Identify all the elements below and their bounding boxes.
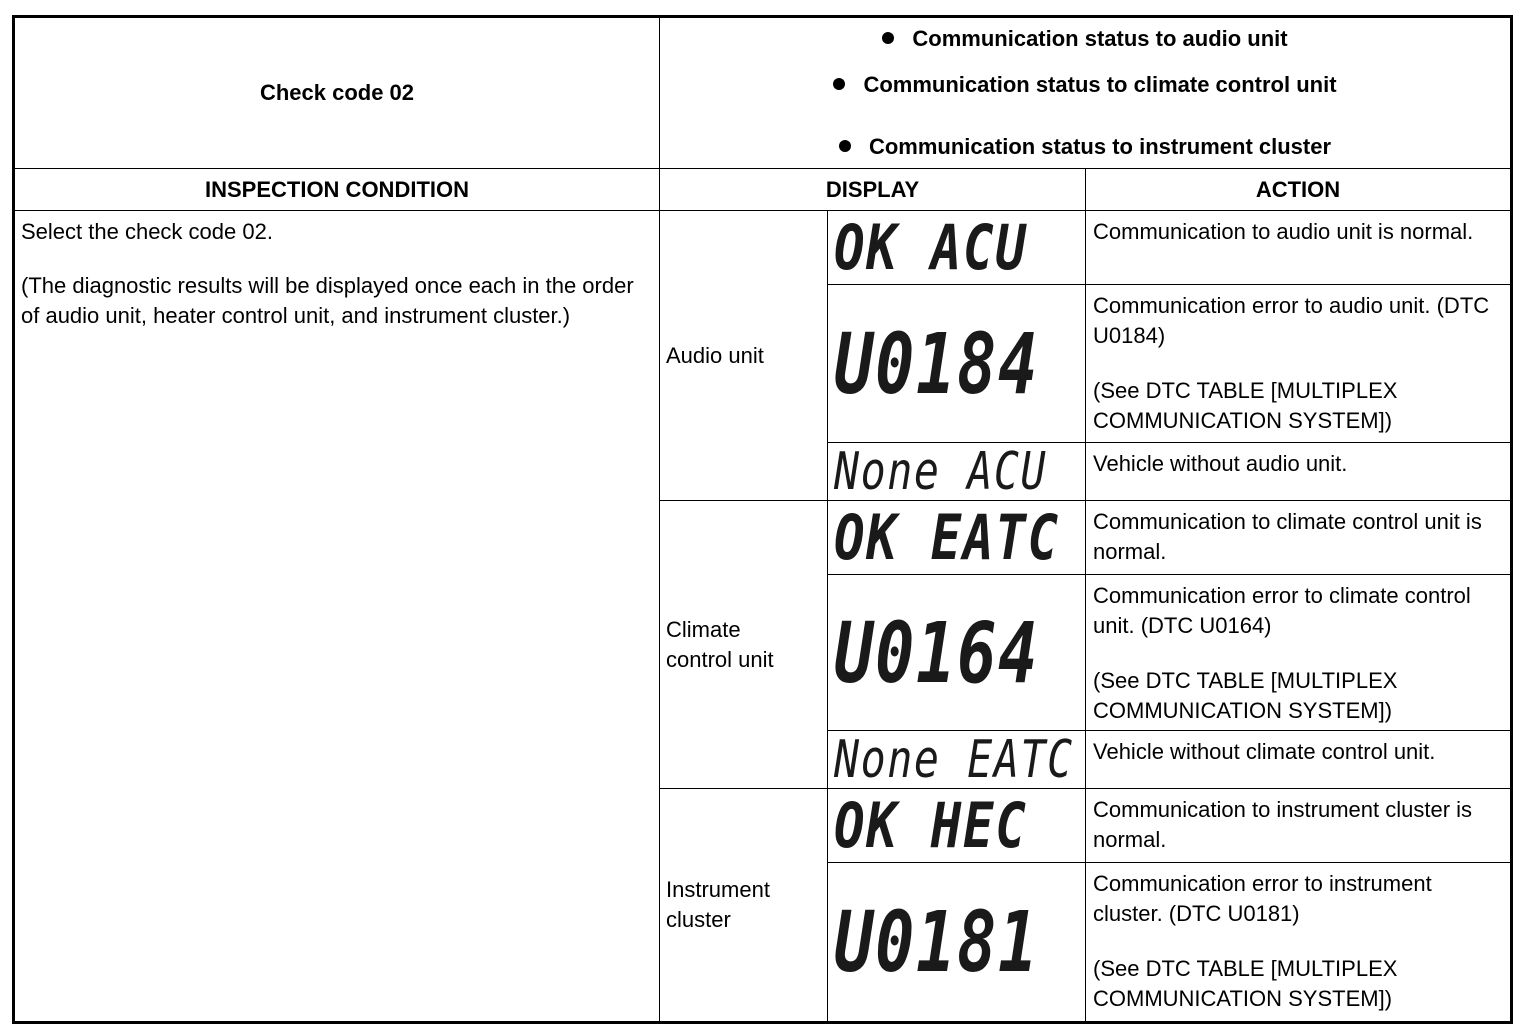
action-reference: (See DTC TABLE [MULTIPLEX COMMUNICATION SYSTEM]) [1093, 378, 1398, 433]
condition-text: Select the check code 02. [21, 219, 273, 244]
column-header-action: ACTION [1086, 169, 1512, 211]
display-cell [828, 285, 1086, 443]
bullet-dot-icon [839, 140, 851, 152]
column-header-inspection: INSPECTION CONDITION [14, 169, 660, 211]
action-cell [1086, 443, 1512, 501]
lcd-display: None EATC [834, 730, 1074, 789]
display-cell [828, 863, 1086, 1023]
action-text: Communication to instrument cluster is normal. [1093, 797, 1473, 852]
display-cell [828, 211, 1086, 285]
lcd-display: OK HEC [834, 788, 1028, 862]
status-bullets-cell [660, 17, 1512, 169]
display-cell [828, 731, 1086, 789]
lcd-display: U0164 [834, 603, 1040, 702]
bullet-item: Communication status to climate control unit [660, 63, 1510, 118]
display-cell [828, 501, 1086, 575]
column-header-display: DISPLAY [660, 169, 1086, 211]
action-text: Communication error to audio unit. (DTC U0184) [1093, 293, 1490, 348]
action-cell [1086, 863, 1512, 1023]
action-text: Communication to audio unit is normal. [1093, 219, 1474, 244]
lcd-display: None ACU [834, 442, 1048, 501]
unit-label-instrument: Instrument cluster [660, 789, 828, 1023]
display-cell [828, 575, 1086, 731]
action-reference: (See DTC TABLE [MULTIPLEX COMMUNICATION SYSTEM]) [1093, 668, 1398, 723]
lcd-display: OK ACU [834, 210, 1028, 284]
check-code-table [12, 15, 1513, 1024]
lcd-display: OK EATC [834, 500, 1060, 574]
check-code-title-cell [14, 17, 660, 169]
action-text: Vehicle without climate control unit. [1093, 739, 1436, 764]
check-code-title: Check code 02 [259, 80, 415, 105]
action-cell [1086, 211, 1512, 285]
lcd-display: U0184 [834, 314, 1040, 413]
status-bullet-list [660, 18, 1510, 168]
action-cell [1086, 501, 1512, 575]
unit-label-audio: Audio unit [660, 211, 828, 501]
bullet-item: Communication status to instrument cluster [660, 118, 1510, 168]
bullet-dot-icon [882, 32, 894, 44]
action-cell [1086, 731, 1512, 789]
action-text: Vehicle without audio unit. [1093, 451, 1348, 476]
bullet-item: Communication status to audio unit [660, 18, 1510, 63]
action-text: Communication to climate control unit is normal. [1093, 509, 1482, 564]
display-cell [828, 789, 1086, 863]
condition-note: (The diagnostic results will be displayed once each in the order of audio unit, heater control unit, and instrument cluster.) [21, 273, 634, 328]
action-cell [1086, 789, 1512, 863]
unit-label-climate: Climate control unit [660, 501, 828, 789]
action-reference: (See DTC TABLE [MULTIPLEX COMMUNICATION SYSTEM]) [1093, 956, 1398, 1011]
action-cell [1086, 285, 1512, 443]
inspection-condition-cell [14, 211, 660, 1023]
action-text: Communication error to climate control unit. (DTC U0164) [1093, 583, 1471, 638]
bullet-dot-icon [833, 78, 845, 90]
display-cell [828, 443, 1086, 501]
action-cell [1086, 575, 1512, 731]
action-text: Communication error to instrument cluster. (DTC U0181) [1093, 871, 1432, 926]
lcd-display: U0181 [834, 893, 1040, 991]
